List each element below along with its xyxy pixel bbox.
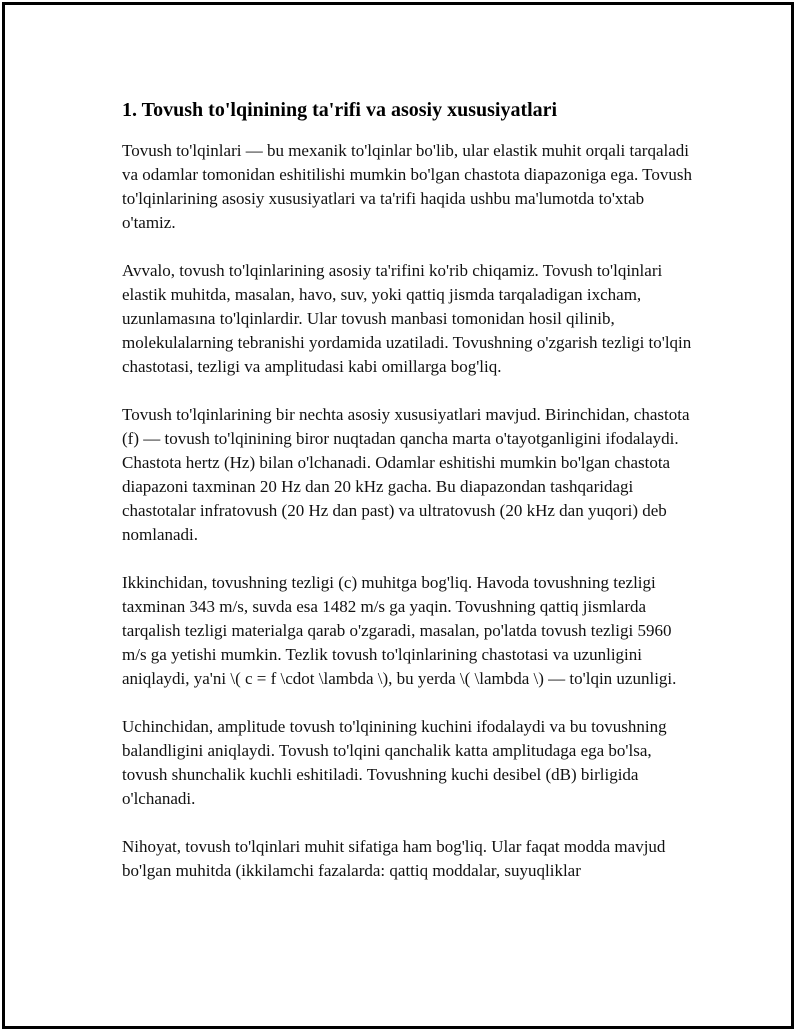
paragraph-frequency: Tovush to'lqinlarining bir nechta asosiy xususiyatlari mavjud. Birinchidan, chastota (f) — tovush to'lqinining biror nuqtadan qancha marta o'tayotganligini ifodalaydi. Chastota hertz (Hz) bilan o'lchanadi. Odamlar eshitishi mumkin bo'lgan chastota diapazoni taxminan 20 Hz dan 20 kHz gacha. Bu diapazondan tashqaridagi chastotalar infratovush (20 Hz dan past) va ultratovush (20 kHz dan yuqori) deb nomlanadi. bbox=[122, 405, 690, 544]
paragraph-basic-definition: Avvalo, tovush to'lqinlarining asosiy ta'rifini ko'rib chiqamiz. Tovush to'lqinlari elastik muhitda, masalan, havo, suv, yoki qattiq jismda tarqaladigan ixcham, uzunlamasına to'lqinlardir. Ular tovush manbasi tomonidan hosil qilinib, molekulalarning tebranishi yordamida uzatiladi. Tovushning o'zgarish tezligi to'lqin chastotasi, tezligi va amplitudasi kabi omillarga bog'liq. bbox=[122, 261, 692, 376]
paragraph-amplitude: Uchinchidan, amplitude tovush to'lqinining kuchini ifodalaydi va bu tovushning balandligini aniqlaydi. Tovush to'lqini qanchalik katta amplitudaga ega bo'lsa, tovush shunchalik kuchli eshitiladi. Tovushning kuchi desibel (dB) birligida o'lchanadi. bbox=[122, 717, 667, 808]
paragraph-medium: Nihoyat, tovush to'lqinlari muhit sifatiga ham bog'liq. Ular faqat modda mavjud bo'lgan muhitda (ikkilamchi fazalarda: qattiq moddalar, suyuqliklar bbox=[122, 837, 666, 880]
section-heading: 1. Tovush to'lqinining ta'rifi va asosiy xususiyatlari bbox=[122, 99, 558, 121]
page-frame bbox=[2, 2, 794, 1029]
document-body bbox=[122, 98, 692, 907]
paragraph-speed: Ikkinchidan, tovushning tezligi (c) muhitga bog'liq. Havoda tovushning tezligi taxminan 343 m/s, suvda esa 1482 m/s ga yaqin. Tovushning qattiq jismlarda tarqalish tezligi materialga qarab o'zgaradi, masalan, po'latda tovush tezligi 5960 m/s ga yetishi mumkin. Tezlik tovush to'lqinlarining chastotasi va uzunligini aniqlaydi, ya'ni \( c = f \cdot \lambda \), bu yerda \( \lambda \) — to'lqin uzunligi. bbox=[122, 573, 677, 688]
paragraph-definition: Tovush to'lqinlari — bu mexanik to'lqinlar bo'lib, ular elastik muhit orqali tarqaladi va odamlar tomonidan eshitilishi mumkin bo'lgan chastota diapazoniga ega. Tovush to'lqinlarining asosiy xususiyatlari va ta'rifi haqida ushbu ma'lumotda to'xtab o'tamiz. bbox=[122, 141, 692, 232]
